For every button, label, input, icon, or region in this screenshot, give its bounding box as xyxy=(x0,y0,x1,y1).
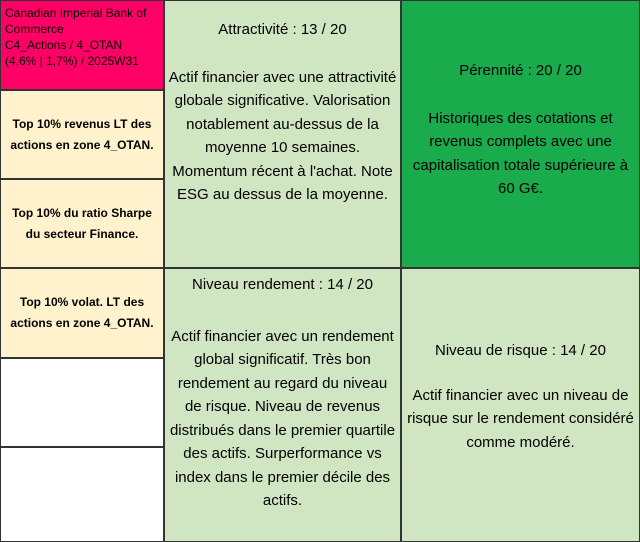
risque-body: Actif financier avec un niveau de risque sur le rendement considéré comme modéré. xyxy=(407,386,634,451)
asset-header-cell xyxy=(0,0,164,90)
highlight-text-revenus: Top 10% revenus LT des actions en zone 4_OTAN. xyxy=(10,116,154,152)
perennite-body: Historiques des cotations et revenus complets avec une capitalisation totale supérieure à 60 G€. xyxy=(412,109,629,197)
highlight-text-volat: Top 10% volat. LT des actions en zone 4_OTAN. xyxy=(10,295,154,330)
risque-cell xyxy=(401,268,640,542)
attractivite-cell xyxy=(164,0,401,268)
empty-cell-1 xyxy=(0,358,164,447)
risque-title: Niveau de risque : 14 / 20 xyxy=(435,342,606,359)
asset-category: C4_Actions / 4_OTAN xyxy=(5,38,123,52)
rendement-cell xyxy=(164,268,401,542)
perennite-title: Pérennité : 20 / 20 xyxy=(459,62,582,79)
empty-cell-2 xyxy=(0,447,164,542)
attractivite-body: Actif financier avec une attractivité globale significative. Valorisation notablement au-dessus de la moyenne 10 semaines. Momentum récent à l'achat. Note ESG au dessus de la moyenne. xyxy=(168,68,397,203)
highlight-cell-volat xyxy=(0,268,164,358)
asset-name-line-1: Canadian Imperial Bank of xyxy=(5,6,147,20)
asset-yield-week: (4,6% | 1,7%) / 2025W31 xyxy=(5,54,139,68)
highlight-cell-sharpe xyxy=(0,179,164,268)
rendement-body: Actif financier avec un rendement global significatif. Très bon rendement au regard du niveau de risque. Niveau de revenus distribués dans le premier quartile des actifs. Surperformance vs index dans le premier décile des actifs. xyxy=(169,327,396,509)
rendement-title: Niveau rendement : 14 / 20 xyxy=(192,276,373,293)
attractivite-title: Attractivité : 13 / 20 xyxy=(218,21,347,38)
highlight-cell-revenus xyxy=(0,90,164,179)
highlight-text-sharpe: Top 10% du ratio Sharpe du secteur Finance. xyxy=(12,205,152,241)
asset-name-line-2: Commerce xyxy=(5,22,64,36)
perennite-cell xyxy=(401,0,640,268)
